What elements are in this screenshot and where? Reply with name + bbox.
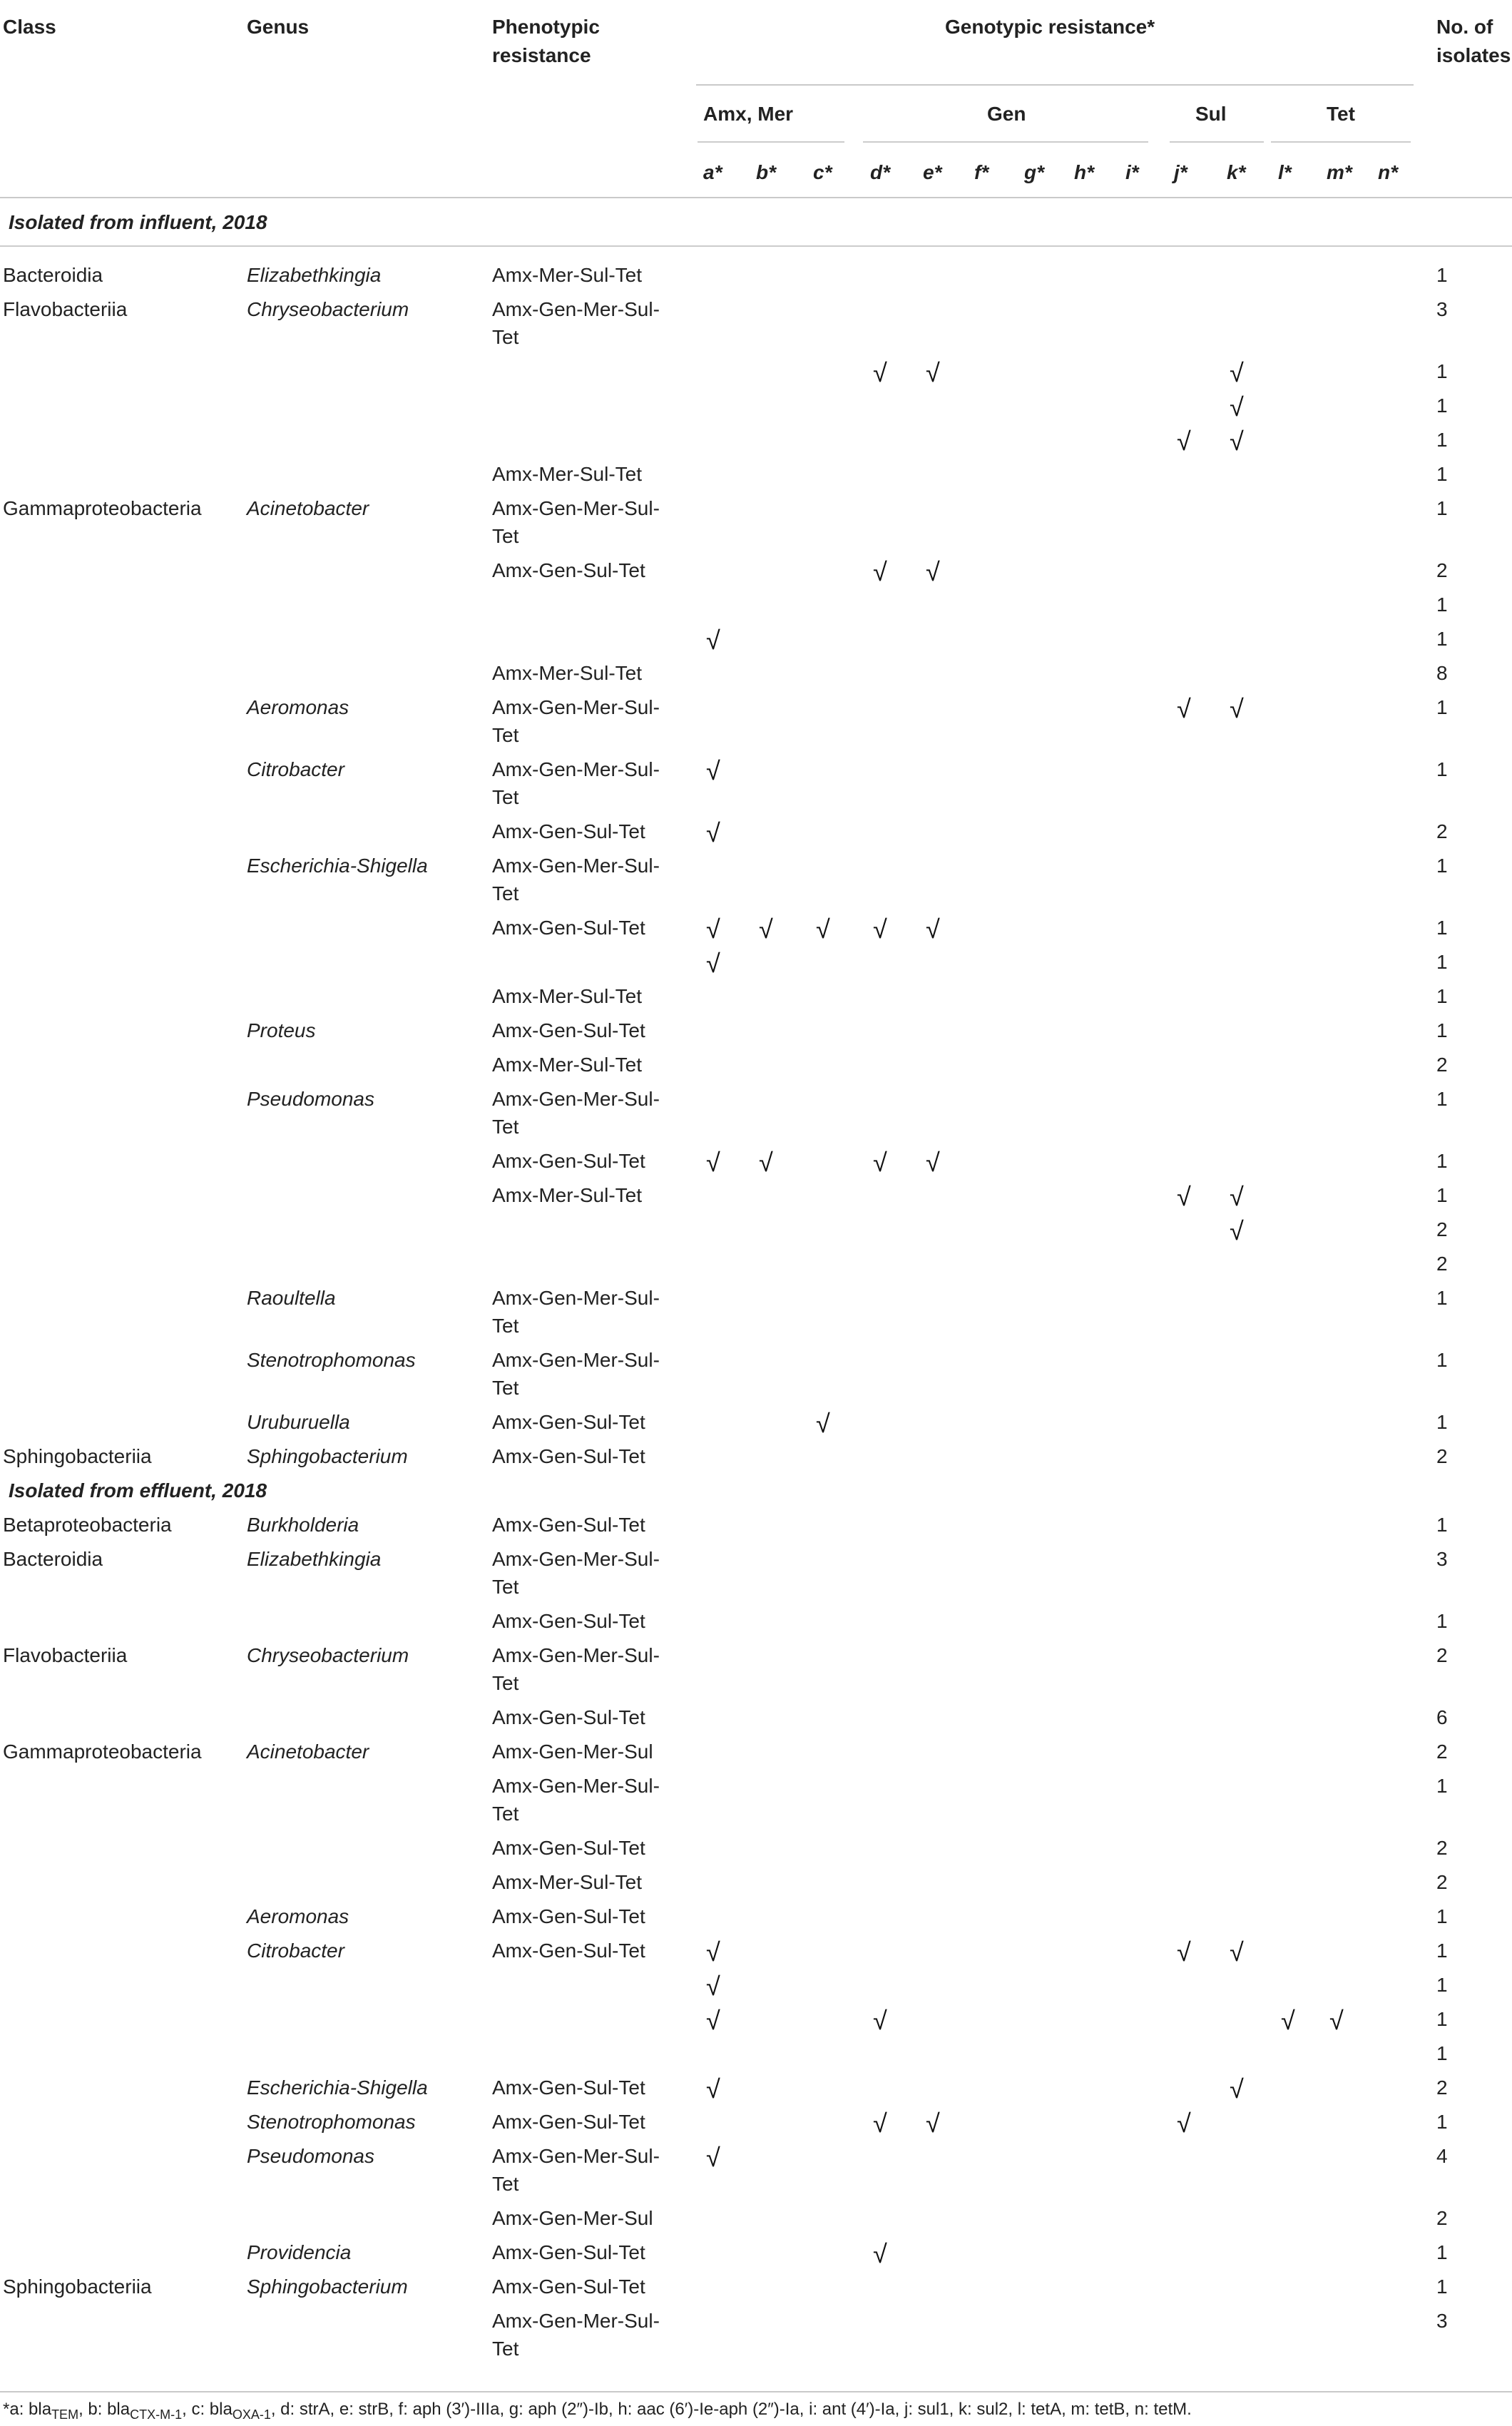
group-rule-gen [863, 141, 1148, 143]
check-mark-k: √ [1230, 358, 1244, 387]
cell-phenotype: Amx-Gen-Sul-Tet [492, 2111, 645, 2133]
gene-header-m: m* [1327, 161, 1352, 183]
check-mark-c: √ [816, 1409, 830, 1438]
cell-phenotype: Amx-Gen-Mer-Sul- [492, 497, 660, 519]
cell-phenotype: Tet [492, 2338, 519, 2360]
gene-header-k: k* [1227, 161, 1246, 183]
cell-phenotype: Amx-Gen-Sul-Tet [492, 1706, 645, 1728]
header-group-sul: Sul [1195, 103, 1227, 125]
check-mark-j: √ [1177, 1937, 1191, 1967]
section-rule [0, 245, 1512, 247]
cell-genus: Pseudomonas [247, 2145, 375, 2167]
check-mark-j: √ [1177, 2109, 1191, 2138]
cell-isolate-count: 1 [1436, 463, 1448, 485]
cell-isolate-count: 2 [1436, 1218, 1448, 1240]
check-mark-k: √ [1230, 392, 1244, 422]
cell-isolate-count: 2 [1436, 1445, 1448, 1467]
check-mark-l: √ [1281, 2006, 1295, 2035]
cell-phenotype: Tet [492, 724, 519, 746]
cell-genus: Escherichia-Shigella [247, 2076, 428, 2099]
check-mark-d: √ [873, 557, 887, 586]
check-mark-k: √ [1230, 1937, 1244, 1967]
cell-phenotype: Amx-Gen-Sul-Tet [492, 2241, 645, 2263]
cell-isolate-count: 1 [1436, 1349, 1448, 1371]
cell-isolate-count: 4 [1436, 2145, 1448, 2167]
cell-isolate-count: 1 [1436, 429, 1448, 451]
cell-phenotype: Amx-Gen-Mer-Sul- [492, 1644, 660, 1666]
cell-phenotype: Amx-Gen-Sul-Tet [492, 1610, 645, 1632]
cell-isolate-count: 1 [1436, 985, 1448, 1007]
check-mark-c: √ [816, 914, 830, 944]
header-genotypic: Genotypic resistance* [945, 16, 1155, 38]
cell-class: Flavobacteriia [3, 298, 128, 320]
check-mark-m: √ [1329, 2006, 1344, 2035]
header-class: Class [3, 16, 56, 38]
table-bottom-rule [0, 2391, 1512, 2392]
cell-phenotype: Amx-Gen-Mer-Sul- [492, 1088, 660, 1110]
cell-phenotype: Amx-Gen-Mer-Sul- [492, 1349, 660, 1371]
gene-header-l: l* [1278, 161, 1292, 183]
gene-header-f: f* [974, 161, 989, 183]
check-mark-j: √ [1177, 427, 1191, 456]
cell-phenotype: Amx-Gen-Mer-Sul- [492, 1287, 660, 1309]
cell-isolate-count: 1 [1436, 855, 1448, 877]
cell-class: Gammaproteobacteria [3, 497, 202, 519]
group-rule-amx-mer [698, 141, 844, 143]
cell-isolate-count: 3 [1436, 2310, 1448, 2332]
check-mark-a: √ [706, 1937, 720, 1967]
cell-class: Sphingobacteriia [3, 2275, 152, 2298]
check-mark-e: √ [926, 557, 940, 586]
cell-genus: Citrobacter [247, 758, 344, 780]
cell-phenotype: Amx-Gen-Mer-Sul- [492, 758, 660, 780]
cell-isolate-count: 1 [1436, 951, 1448, 973]
cell-isolate-count: 1 [1436, 2008, 1448, 2030]
check-mark-a: √ [706, 2074, 720, 2104]
cell-phenotype: Amx-Mer-Sul-Tet [492, 985, 643, 1007]
cell-isolate-count: 1 [1436, 1019, 1448, 1041]
check-mark-d: √ [873, 2006, 887, 2035]
check-mark-e: √ [926, 2109, 940, 2138]
gene-header-a: a* [703, 161, 722, 183]
cell-isolate-count: 6 [1436, 1706, 1448, 1728]
cell-phenotype: Amx-Mer-Sul-Tet [492, 1054, 643, 1076]
cell-isolate-count: 1 [1436, 264, 1448, 286]
header-isolates-line1: No. of [1436, 16, 1493, 38]
gene-header-g: g* [1024, 161, 1044, 183]
header-group-tet: Tet [1327, 103, 1355, 125]
check-mark-a: √ [706, 2006, 720, 2035]
gene-header-j: j* [1174, 161, 1187, 183]
cell-isolate-count: 1 [1436, 1411, 1448, 1433]
cell-phenotype: Amx-Gen-Mer-Sul- [492, 2310, 660, 2332]
cell-phenotype: Amx-Mer-Sul-Tet [492, 1184, 643, 1206]
cell-phenotype: Amx-Gen-Sul-Tet [492, 2275, 645, 2298]
check-mark-d: √ [873, 358, 887, 387]
cell-isolate-count: 1 [1436, 696, 1448, 718]
cell-genus: Stenotrophomonas [247, 1349, 416, 1371]
cell-isolate-count: 1 [1436, 1775, 1448, 1797]
cell-genus: Chryseobacterium [247, 1644, 409, 1666]
cell-isolate-count: 1 [1436, 2111, 1448, 2133]
cell-phenotype: Amx-Gen-Mer-Sul [492, 1740, 653, 1763]
cell-isolate-count: 1 [1436, 1905, 1448, 1927]
group-rule-tet [1271, 141, 1411, 143]
cell-isolate-count: 1 [1436, 628, 1448, 650]
cell-phenotype: Tet [492, 1803, 519, 1825]
cell-phenotype: Amx-Gen-Sul-Tet [492, 1150, 645, 1172]
cell-isolate-count: 8 [1436, 662, 1448, 684]
cell-isolate-count: 3 [1436, 298, 1448, 320]
cell-genus: Proteus [247, 1019, 316, 1041]
cell-genus: Aeromonas [247, 1905, 349, 1927]
cell-isolate-count: 2 [1436, 559, 1448, 581]
cell-isolate-count: 1 [1436, 2241, 1448, 2263]
check-mark-e: √ [926, 358, 940, 387]
cell-phenotype: Amx-Gen-Mer-Sul- [492, 2145, 660, 2167]
gene-header-d: d* [870, 161, 890, 183]
gene-header-n: n* [1378, 161, 1398, 183]
check-mark-e: √ [926, 914, 940, 944]
cell-isolate-count: 1 [1436, 593, 1448, 616]
cell-isolate-count: 1 [1436, 360, 1448, 382]
cell-phenotype: Amx-Mer-Sul-Tet [492, 1871, 643, 1893]
cell-genus: Raoultella [247, 1287, 336, 1309]
group-rule-sul [1170, 141, 1264, 143]
cell-phenotype: Tet [492, 1315, 519, 1337]
cell-isolate-count: 1 [1436, 394, 1448, 417]
cell-isolate-count: 2 [1436, 2207, 1448, 2229]
cell-class: Flavobacteriia [3, 1644, 128, 1666]
cell-isolate-count: 2 [1436, 1054, 1448, 1076]
cell-phenotype: Amx-Gen-Sul-Tet [492, 917, 645, 939]
cell-phenotype: Tet [492, 2173, 519, 2195]
cell-phenotype: Amx-Gen-Sul-Tet [492, 1445, 645, 1467]
cell-isolate-count: 2 [1436, 1253, 1448, 1275]
cell-phenotype: Amx-Gen-Sul-Tet [492, 2076, 645, 2099]
check-mark-b: √ [759, 1148, 773, 1177]
footnote-text: , d: strA, e: strB, f: aph (3′)-IIIa, g: aph (2″)-Ib, h: aac (6′)-Ie-aph (2″)-Ia, i: ant (4′)-Ia, j: sul1, k: sul2, l: tetA, m: tetB, n: tetM. [270, 2400, 1192, 2419]
cell-isolate-count: 1 [1436, 1514, 1448, 1536]
footnote-text: , b: bla [78, 2400, 131, 2419]
cell-phenotype: Tet [492, 1576, 519, 1598]
cell-isolate-count: 1 [1436, 1287, 1448, 1309]
cell-isolate-count: 1 [1436, 1610, 1448, 1632]
cell-phenotype: Amx-Gen-Mer-Sul- [492, 1548, 660, 1570]
cell-isolate-count: 3 [1436, 1548, 1448, 1570]
cell-isolate-count: 2 [1436, 1644, 1448, 1666]
cell-phenotype: Amx-Gen-Mer-Sul- [492, 855, 660, 877]
cell-isolate-count: 2 [1436, 1740, 1448, 1763]
cell-phenotype: Amx-Gen-Sul-Tet [492, 1837, 645, 1859]
gene-header-e: e* [923, 161, 942, 183]
footnote-subscript: TEM [51, 2407, 79, 2422]
cell-genus: Pseudomonas [247, 1088, 375, 1110]
cell-phenotype: Amx-Mer-Sul-Tet [492, 463, 643, 485]
cell-phenotype: Amx-Gen-Mer-Sul [492, 2207, 653, 2229]
footnote-subscript: CTX-M-1 [130, 2407, 183, 2422]
cell-isolate-count: 1 [1436, 917, 1448, 939]
cell-isolate-count: 1 [1436, 2042, 1448, 2064]
header-bottom-rule [0, 197, 1512, 198]
cell-class: Gammaproteobacteria [3, 1740, 202, 1763]
cell-genus: Acinetobacter [247, 497, 369, 519]
check-mark-d: √ [873, 914, 887, 944]
cell-phenotype: Tet [492, 882, 519, 904]
cell-genus: Uruburuella [247, 1411, 350, 1433]
check-mark-b: √ [759, 914, 773, 944]
cell-phenotype: Tet [492, 1377, 519, 1399]
check-mark-d: √ [873, 2109, 887, 2138]
cell-class: Betaproteobacteria [3, 1514, 172, 1536]
check-mark-k: √ [1230, 694, 1244, 723]
check-mark-a: √ [706, 756, 720, 785]
gene-header-i: i* [1125, 161, 1139, 183]
footnote-text: *a: bla [3, 2400, 52, 2419]
cell-phenotype: Tet [492, 326, 519, 348]
header-group-amx-mer: Amx, Mer [703, 103, 794, 125]
cell-isolate-count: 1 [1436, 758, 1448, 780]
cell-isolate-count: 1 [1436, 497, 1448, 519]
cell-class: Bacteroidia [3, 264, 103, 286]
check-mark-a: √ [706, 626, 720, 655]
cell-phenotype: Tet [492, 1672, 519, 1694]
cell-genus: Acinetobacter [247, 1740, 369, 1763]
cell-phenotype: Amx-Gen-Sul-Tet [492, 1940, 645, 1962]
cell-isolate-count: 2 [1436, 2076, 1448, 2099]
header-isolates-line2: isolates [1436, 44, 1511, 66]
header-group-gen: Gen [987, 103, 1026, 125]
cell-isolate-count: 1 [1436, 1088, 1448, 1110]
footnote-text: , c: bla [182, 2400, 233, 2419]
header-phenotypic-line2: resistance [492, 44, 591, 66]
cell-genus: Sphingobacterium [247, 2275, 408, 2298]
cell-phenotype: Tet [492, 525, 519, 547]
cell-phenotype: Amx-Mer-Sul-Tet [492, 264, 643, 286]
cell-phenotype: Amx-Gen-Sul-Tet [492, 1514, 645, 1536]
table-footnote [3, 2397, 1192, 2422]
header-phenotypic-line1: Phenotypic [492, 16, 600, 38]
cell-class: Sphingobacteriia [3, 1445, 152, 1467]
cell-phenotype: Amx-Gen-Sul-Tet [492, 1019, 645, 1041]
check-mark-a: √ [706, 949, 720, 978]
cell-phenotype: Amx-Gen-Mer-Sul- [492, 696, 660, 718]
cell-genus: Elizabethkingia [247, 1548, 382, 1570]
cell-isolate-count: 1 [1436, 2275, 1448, 2298]
cell-phenotype: Amx-Mer-Sul-Tet [492, 662, 643, 684]
section-title: Isolated from effluent, 2018 [9, 1479, 267, 1502]
check-mark-a: √ [706, 1972, 720, 2001]
check-mark-j: √ [1177, 1182, 1191, 1211]
cell-isolate-count: 2 [1436, 820, 1448, 842]
cell-phenotype: Amx-Gen-Mer-Sul- [492, 298, 660, 320]
check-mark-d: √ [873, 1148, 887, 1177]
cell-genus: Aeromonas [247, 696, 349, 718]
cell-genus: Escherichia-Shigella [247, 855, 428, 877]
check-mark-j: √ [1177, 694, 1191, 723]
check-mark-a: √ [706, 818, 720, 847]
gene-header-c: c* [813, 161, 832, 183]
gene-header-h: h* [1074, 161, 1094, 183]
cell-phenotype: Amx-Gen-Sul-Tet [492, 820, 645, 842]
cell-isolate-count: 1 [1436, 1974, 1448, 1996]
cell-phenotype: Tet [492, 786, 519, 808]
header-divider-genotypic [696, 84, 1414, 86]
cell-isolate-count: 2 [1436, 1871, 1448, 1893]
header-genus: Genus [247, 16, 310, 38]
check-mark-a: √ [706, 914, 720, 944]
cell-isolate-count: 1 [1436, 1184, 1448, 1206]
check-mark-e: √ [926, 1148, 940, 1177]
check-mark-k: √ [1230, 2074, 1244, 2104]
cell-phenotype: Amx-Gen-Sul-Tet [492, 559, 645, 581]
cell-genus: Chryseobacterium [247, 298, 409, 320]
footnote-subscript: OXA-1 [232, 2407, 271, 2422]
check-mark-k: √ [1230, 1216, 1244, 1245]
cell-genus: Providencia [247, 2241, 352, 2263]
cell-genus: Citrobacter [247, 1940, 344, 1962]
cell-phenotype: Amx-Gen-Sul-Tet [492, 1411, 645, 1433]
section-title: Isolated from influent, 2018 [9, 211, 267, 233]
check-mark-k: √ [1230, 427, 1244, 456]
cell-isolate-count: 1 [1436, 1940, 1448, 1962]
cell-genus: Burkholderia [247, 1514, 359, 1536]
check-mark-a: √ [706, 2143, 720, 2172]
gene-header-b: b* [756, 161, 776, 183]
check-mark-k: √ [1230, 1182, 1244, 1211]
check-mark-d: √ [873, 2239, 887, 2268]
cell-isolate-count: 2 [1436, 1837, 1448, 1859]
check-mark-a: √ [706, 1148, 720, 1177]
cell-class: Bacteroidia [3, 1548, 103, 1570]
cell-genus: Elizabethkingia [247, 264, 382, 286]
cell-genus: Stenotrophomonas [247, 2111, 416, 2133]
cell-phenotype: Amx-Gen-Sul-Tet [492, 1905, 645, 1927]
cell-genus: Sphingobacterium [247, 1445, 408, 1467]
cell-isolate-count: 1 [1436, 1150, 1448, 1172]
cell-phenotype: Tet [492, 1116, 519, 1138]
cell-phenotype: Amx-Gen-Mer-Sul- [492, 1775, 660, 1797]
